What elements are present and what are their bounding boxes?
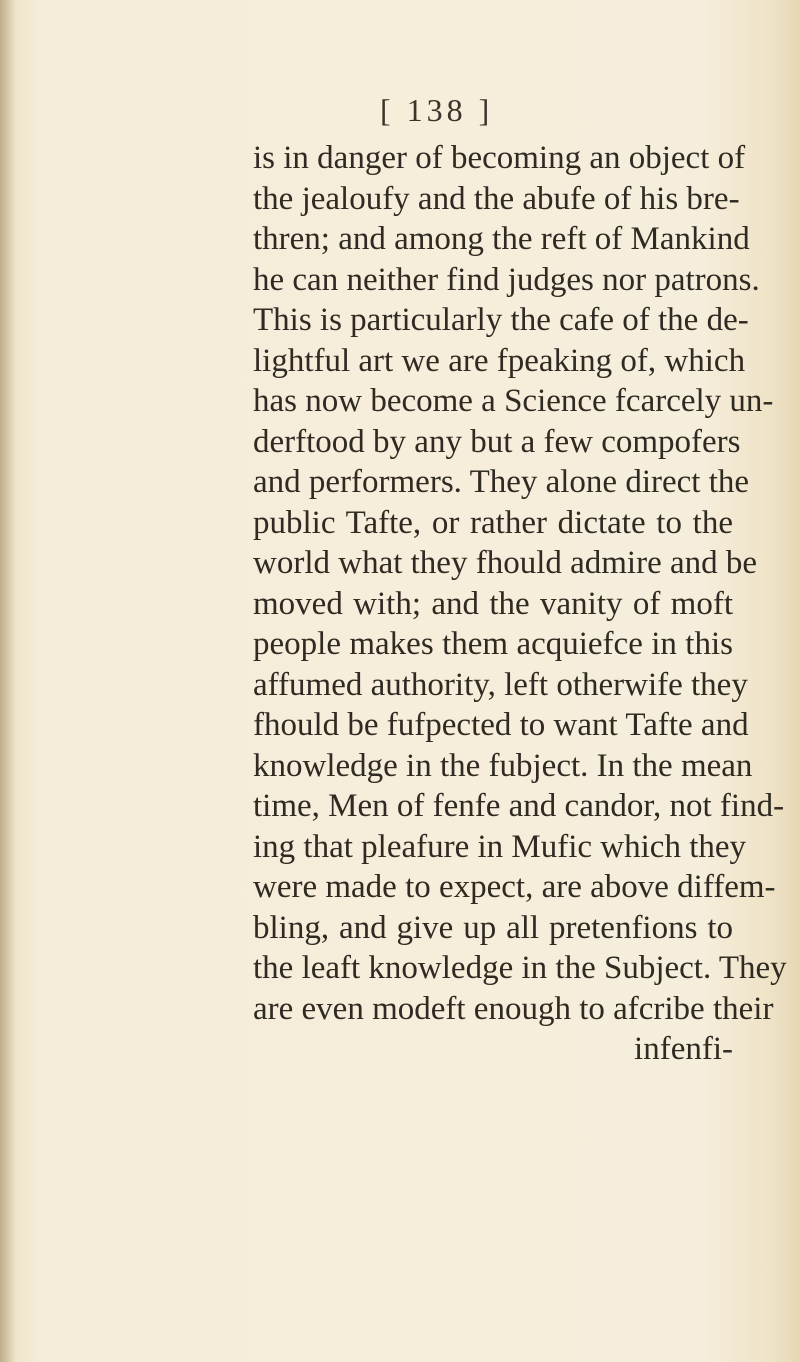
text-line: derftood by any but a few compofers — [253, 423, 741, 460]
text-line: knowledge in the fubject. In the mean — [253, 747, 753, 784]
page-number-header: [ 138 ] — [380, 92, 494, 128]
text-line: are even modeft enough to afcribe their — [253, 990, 774, 1027]
text-line: the jealoufy and the abufe of his bre- — [253, 180, 740, 217]
text-line: were made to expect, are above diffem- — [253, 869, 776, 905]
catchword: infenfi- — [634, 1031, 733, 1067]
text-line: people makes them acquiefce in this — [253, 626, 733, 662]
text-line: moved with; and the vanity of moft — [253, 585, 733, 622]
text-line: the leaft knowledge in the Subject. They — [253, 950, 787, 986]
text-line: affumed authority, left otherwife they — [253, 666, 748, 703]
text-line: has now become a Science fcarcely un- — [253, 383, 774, 419]
text-line: thren; and among the reft of Mankind — [253, 221, 750, 257]
text-line: ing that pleafure in Mufic which they — [253, 828, 747, 865]
text-line: time, Men of fenfe and candor, not find- — [253, 788, 785, 824]
text-line: fhould be fufpected to want Tafte and — [253, 707, 749, 743]
text-line: and performers. They alone direct the — [253, 464, 750, 500]
gutter-shadow — [0, 0, 16, 1362]
text-line: world what they fhould admire and be — [253, 545, 758, 581]
body-text — [253, 138, 787, 1070]
text-line: This is particularly the cafe of the de- — [253, 302, 749, 338]
text-line: is in danger of becoming an object of — [253, 140, 746, 176]
text-line: bling, and give up all pretenfions to — [253, 909, 733, 946]
text-line: public Tafte, or rather dictate to the — [253, 504, 733, 541]
text-line: he can neither find judges nor patrons. — [253, 261, 760, 298]
text-line: lightful art we are fpeaking of, which — [253, 342, 746, 379]
